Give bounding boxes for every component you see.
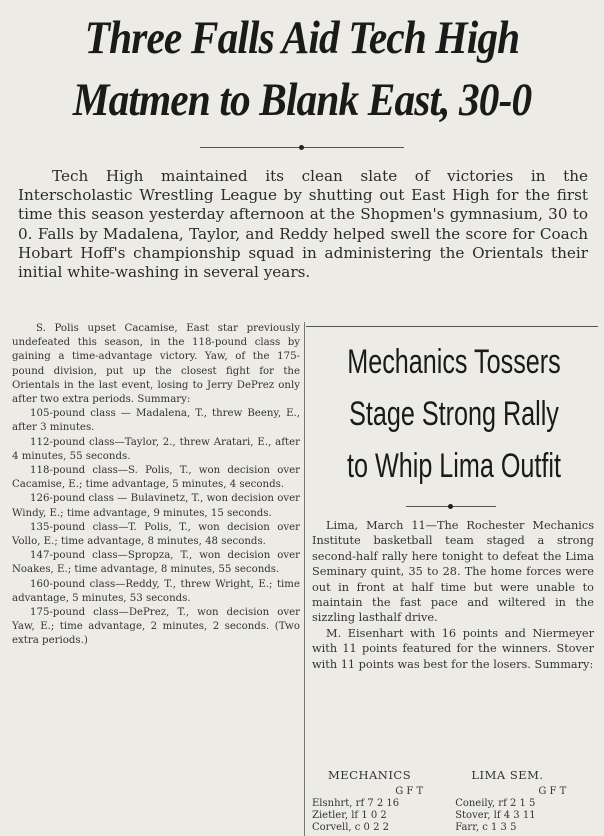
box-score-row-left: Elsnhrt, rf 7 2 16 bbox=[312, 798, 400, 809]
result-175: 175-pound class—DePrez, T., won decision over Yaw, E.; time advantage, 2 minutes, 2 seconds. (Two extra periods.) bbox=[12, 607, 300, 647]
box-score-row-left: Corvell, c 0 2 2 bbox=[312, 822, 389, 833]
result-105: 105-pound class — Madalena, T., threw Beeny, E., after 3 minutes. bbox=[12, 408, 300, 434]
second-story-paragraph-1: Lima, March 11—The Rochester Mechanics Institute basketball team staged a strong second-half rally here tonight to defeat the Lima Seminary quint, 35 to 28. The home forces were out in front at half time but were unable to maintain the fast pace and wiltered in the sizzling lasthalf drive. bbox=[312, 519, 594, 625]
second-story-body bbox=[312, 518, 594, 672]
team2-columns: G F T bbox=[538, 786, 567, 797]
box-score-columns bbox=[312, 786, 566, 797]
box-score-row-right: Farr, c 1 3 5 bbox=[455, 822, 517, 833]
second-headline-divider-dot bbox=[448, 504, 453, 509]
result-160: 160-pound class—Reddy, T., threw Wright, E.; time advantage, 5 minutes, 53 seconds. bbox=[12, 578, 300, 604]
result-118: 118-pound class—S. Polis, T., won decision over Cacamise, E.; time advantage, 5 minutes, 4 seconds. bbox=[12, 465, 300, 491]
result-112: 112-pound class—Taylor, 2., threw Aratari, E., after 4 minutes, 55 seconds. bbox=[12, 436, 300, 462]
box-score-row bbox=[312, 798, 535, 809]
second-story-paragraph-2: M. Eisenhart with 16 points and Niermeyer with 11 points featured for the winners. Stover with 11 points was best for the losers. Summary: bbox=[312, 626, 594, 671]
box-score-header bbox=[328, 768, 544, 782]
box-score-row-right: Coneily, rf 2 1 5 bbox=[455, 798, 536, 809]
lead-paragraph-text: Tech High maintained its clean slate of victories in the Interscholastic Wrestling League by shutting out East High for the first time this season yesterday afternoon at the Shopmen's gymnasium, 30 to 0. Falls by Madalena, Taylor, and Reddy helped swell the score for Coach Hobart Hoff's championship squad in administering the Orientals their initial white-washing in several years. bbox=[18, 167, 588, 282]
result-135: 135-pound class—T. Polis, T., won decision over Vollo, E.; time advantage, 8 minutes, 48 seconds. bbox=[12, 521, 300, 548]
team2-name: LIMA SEM. bbox=[471, 768, 544, 782]
box-score-row-left: Zietler, lf 1 0 2 bbox=[312, 810, 387, 821]
lead-paragraph bbox=[18, 167, 588, 282]
column-divider bbox=[304, 322, 305, 836]
left-column-paragraph: S. Polis upset Cacamise, East star previously undefeated this season, in the 118-pound class by gaining a time-advantage victory. Yaw, of the 175-pound division, put up the closest fight for the Orientals in the last event, losing to Jerry DePrez only after two extra periods. Summary: bbox=[12, 323, 300, 406]
box-score-row bbox=[312, 810, 536, 821]
box-score-row-right: Stover, lf 4 3 11 bbox=[455, 810, 536, 821]
result-147: 147-pound class—Spropza, T., won decision over Noakes, E.; time advantage, 8 minutes, 55 seconds. bbox=[12, 550, 300, 576]
headline-line-1: Three Falls Aid Tech High bbox=[84, 12, 520, 64]
team1-columns: G F T bbox=[395, 786, 424, 797]
result-126: 126-pound class — Bulavinetz, T., won decision over Windy, E.; time advantage, 9 minutes, 15 seconds. bbox=[12, 493, 300, 519]
headline-divider-dot bbox=[299, 145, 304, 150]
box-score-row bbox=[312, 822, 516, 833]
left-column bbox=[12, 322, 300, 649]
second-headline-line-3: to Whip Lima Outfit bbox=[347, 447, 561, 485]
story-top-rule bbox=[306, 326, 598, 327]
second-headline-line-1: Mechanics Tossers bbox=[347, 343, 561, 381]
second-headline-line-2: Stage Strong Rally bbox=[349, 395, 559, 433]
headline-line-2: Matmen to Blank East, 30-0 bbox=[72, 74, 532, 126]
team1-name: MECHANICS bbox=[328, 768, 412, 782]
